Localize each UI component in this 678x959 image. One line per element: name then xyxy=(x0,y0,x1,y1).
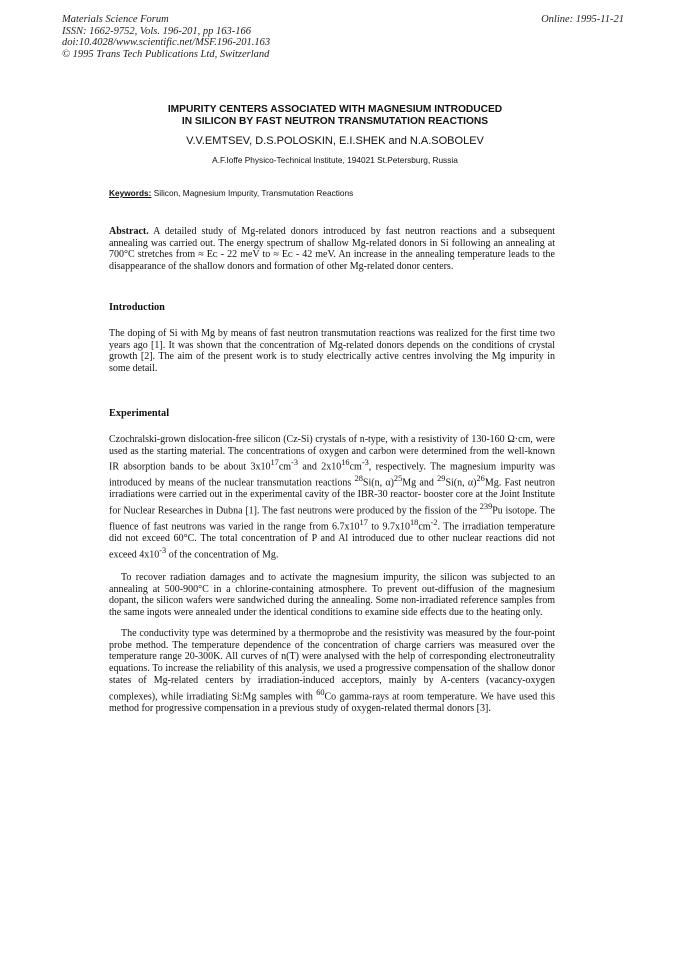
text-run: Si(n, α) xyxy=(445,477,477,489)
superscript: 28 xyxy=(354,474,363,484)
text-run: of the concentration of Mg. xyxy=(166,549,279,561)
journal-name: Materials Science Forum xyxy=(62,14,169,25)
text-run: Si(n, α) xyxy=(362,477,394,489)
abstract xyxy=(109,226,555,273)
text-run: Mg and xyxy=(402,477,438,489)
paper-title xyxy=(100,104,570,128)
text-run: Mg. Fast neutron irradiations were carried out in the experimental cavity of the IBR-30 reactor- booster core at the Joint Institute for Nuclear Researches in Dubna [1]. The fast neutrons were produced by the fission of the xyxy=(109,477,555,517)
issn-line: ISSN: 1662-9752, Vols. 196-201, pp 163-166 xyxy=(62,25,251,37)
introduction-text: The doping of Si with Mg by means of fast neutron transmutation reactions was realized for the first time two years ago [1]. It was shown that the concentration of Mg-related donors depends on the conditions of crystal growth [2]. The aim of the present work is to study electrically active centres involving the Mg impurity in some detail. xyxy=(109,328,555,375)
superscript: 60 xyxy=(316,687,325,697)
abstract-label: Abstract. xyxy=(109,226,149,237)
keywords-label: Keywords: xyxy=(109,188,152,198)
text-run: and 2x10 xyxy=(297,461,342,473)
superscript: -3 xyxy=(291,458,298,468)
text-run: cm xyxy=(349,461,362,473)
keywords-text: Silicon, Magnesium Impurity, Transmutation Reactions xyxy=(151,188,354,198)
experimental-paragraph-1 xyxy=(109,434,555,561)
text-run: to 9.7x10 xyxy=(367,521,410,533)
experimental-heading: Experimental xyxy=(109,408,170,419)
superscript: 239 xyxy=(479,502,493,512)
superscript: 29 xyxy=(437,474,446,484)
superscript: -3 xyxy=(159,545,167,555)
text-run: cm xyxy=(418,521,431,533)
superscript: 26 xyxy=(476,474,485,484)
affiliation: A.F.Ioffe Physico-Technical Institute, 194021 St.Petersburg, Russia xyxy=(212,155,458,165)
superscript: 16 xyxy=(341,458,350,468)
superscript: 17 xyxy=(270,458,279,468)
text-run: Pu isotope. The fluence of fast neutrons was varied in the range from 6.7x10 xyxy=(109,505,555,533)
superscript: 17 xyxy=(359,518,368,528)
experimental-paragraph-3 xyxy=(109,628,555,714)
authors: V.V.EMTSEV, D.S.POLOSKIN, E.I.SHEK and N.A.SOBOLEV xyxy=(186,135,484,147)
journal-metadata xyxy=(62,14,270,60)
doi-line: doi:10.4028/www.scientific.net/MSF.196-201.163 xyxy=(62,37,271,48)
superscript: -3 xyxy=(361,458,369,468)
title-line-2: IN SILICON BY FAST NEUTRON TRANSMUTATION REACTIONS xyxy=(181,116,489,127)
keywords xyxy=(109,188,559,198)
text-run: . The irradiation temperature did not exceed 60°C. The total concentration of P and Al introduced due to other nuclear reactions did not exceed 4x10 xyxy=(109,521,555,561)
text-run: Czochralski-grown dislocation-free silicon (Cz-Si) crystals of n-type, with a resistivity of 130-160 Ω·cm, were used as the starting material. The concentrations of oxygen and carbon were determined from the well-known IR absorption bands to be about 3x10 xyxy=(109,434,555,473)
superscript: 18 xyxy=(409,518,419,528)
text-run: cm xyxy=(278,461,292,473)
online-date: Online: 1995-11-21 xyxy=(541,14,624,25)
introduction-heading: Introduction xyxy=(109,302,165,313)
experimental-paragraph-2: To recover radiation damages and to activate the magnesium impurity, the silicon was subjected to an annealing at 500-900°C in a chlorine-containing atmosphere. To prevent out-diffusion of the magnesium dopant, the silicon wafers were sandwiched during the annealing. Some non-irradiated reference samples from the same ingots were annealed under the identical conditions to examine side effects due to the heating only. xyxy=(109,572,555,619)
title-line-1: IMPURITY CENTERS ASSOCIATED WITH MAGNESIUM INTRODUCED xyxy=(167,104,503,115)
abstract-text: A detailed study of Mg-related donors introduced by fast neutron reactions and a subsequent annealing was carried out. The energy spectrum of shallow Mg-related donors in Si following an annealing at 700°C stretches from ≈ Eᴄ - 22 meV to ≈ Eᴄ - 42 meV. An increase in the annealing temperature leads to the disappearance of the shallow donors and formation of other Mg-related donor centers. xyxy=(109,226,555,273)
copyright-line: © 1995 Trans Tech Publications Ltd, Switzerland xyxy=(62,48,270,60)
text-run: , respectively. The magnesium impurity was introduced by means of the nuclear transmutation reactions xyxy=(109,461,555,489)
superscript: -2 xyxy=(430,518,438,528)
text-run: Co gamma-rays at room temperature. We have used this method for progressive compensation in a previous study of oxygen-related thermal donors [3]. xyxy=(109,690,556,714)
superscript: 25 xyxy=(393,474,403,484)
text-run: The conductivity type was determined by a thermoprobe and the resistivity was measured by the four-point probe method. The temperature dependence of the concentration of charge carriers was measured over the temperature range 20-300K. All curves of n(T) were analysed with the help of corresponding electroneutrality equations. To increase the reliability of this analysis, we used a progressive compensation of the shallow donor states of Mg-related centers by irradiation-induced acceptors, mainly by A-centers (vacancy-oxygen complexes), while irradiating Si:Mg samples with xyxy=(109,628,555,702)
